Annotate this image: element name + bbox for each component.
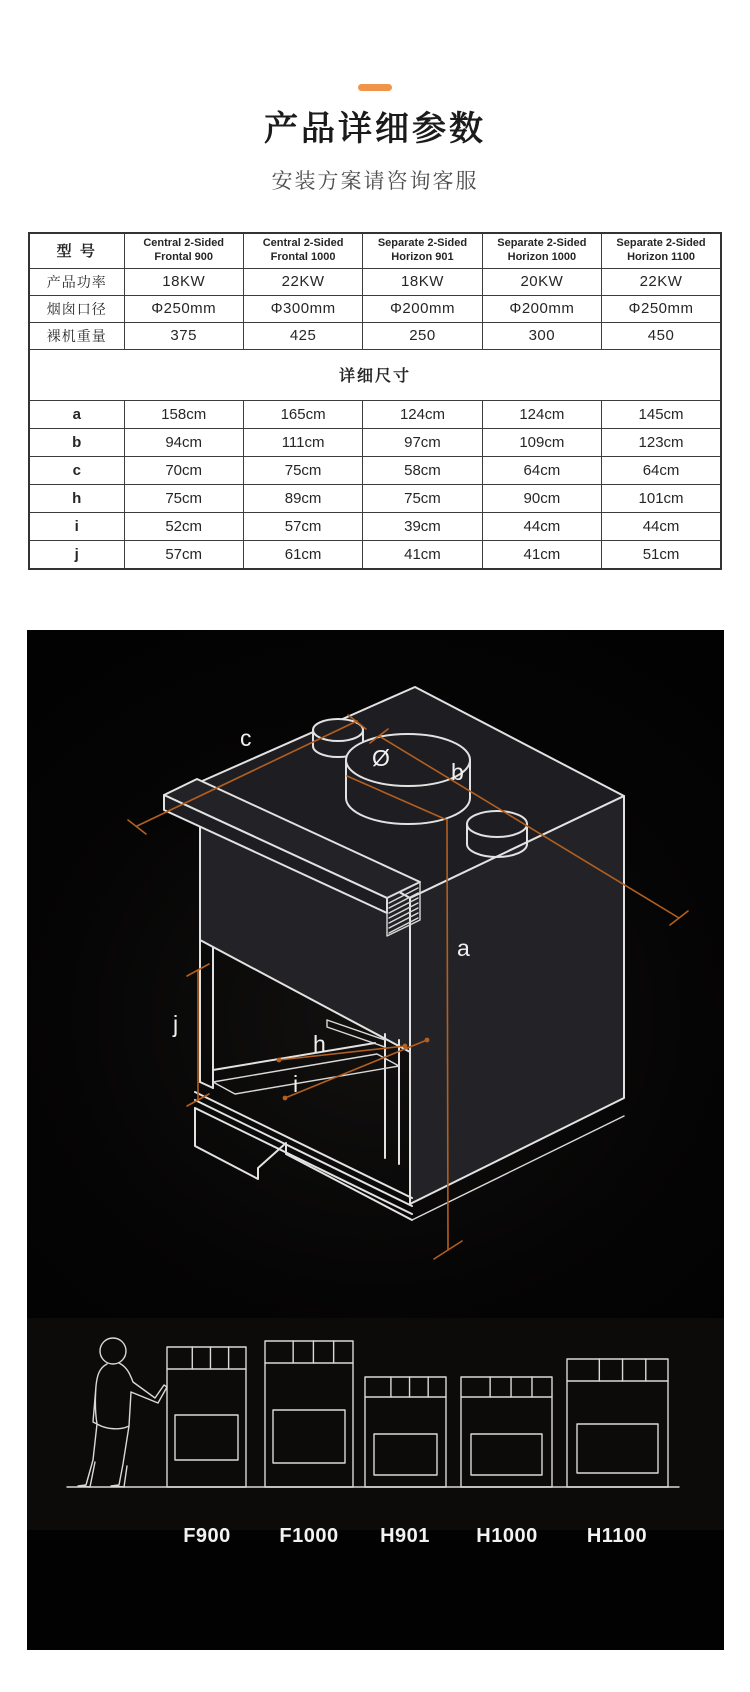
dim-row-b <box>29 428 721 456</box>
spec-row-0 <box>29 268 721 295</box>
size-comparison-lineup <box>67 1338 679 1487</box>
spec-value-0-4: 22KW <box>602 268 721 295</box>
model-name-line1: Central 2-Sided <box>143 237 225 250</box>
lineup-label-f900: F900 <box>183 1525 231 1547</box>
dimension-section-row <box>29 349 721 400</box>
spec-value-1-0: Φ250mm <box>124 295 243 322</box>
spec-table-wrap <box>28 232 722 570</box>
dim-value-j-4: 51cm <box>602 540 721 569</box>
dim-row-label: i <box>29 512 124 540</box>
spec-value-0-3: 20KW <box>482 268 601 295</box>
dim-value-b-1: 111cm <box>243 428 362 456</box>
spec-value-2-4: 450 <box>602 322 721 349</box>
dim-value-c-2: 58cm <box>363 456 482 484</box>
model-outline-f1000 <box>265 1341 353 1487</box>
dim-value-j-0: 57cm <box>124 540 243 569</box>
model-header-4 <box>602 233 721 269</box>
label-b: b <box>451 759 464 785</box>
lineup-label-h901: H901 <box>380 1525 430 1547</box>
dim-row-label: j <box>29 540 124 569</box>
spec-value-0-2: 18KW <box>363 268 482 295</box>
dim-value-b-3: 109cm <box>482 428 601 456</box>
dim-value-h-1: 89cm <box>243 484 362 512</box>
spec-value-2-0: 375 <box>124 322 243 349</box>
model-header-row <box>29 233 721 269</box>
dim-value-b-2: 97cm <box>363 428 482 456</box>
label-a: a <box>457 935 470 961</box>
dim-value-c-0: 70cm <box>124 456 243 484</box>
dim-value-h-3: 90cm <box>482 484 601 512</box>
accent-dash <box>358 84 392 91</box>
model-column-label: 型 号 <box>29 233 124 269</box>
dim-value-c-3: 64cm <box>482 456 601 484</box>
lineup-label-f1000: F1000 <box>279 1525 339 1547</box>
model-header-0 <box>124 233 243 269</box>
page-title: 产品详细参数 <box>264 110 486 148</box>
model-outline-h1100 <box>567 1359 668 1487</box>
model-outline-h1000 <box>461 1377 552 1487</box>
dim-row-label: h <box>29 484 124 512</box>
dim-value-a-4: 145cm <box>602 400 721 428</box>
dim-value-i-2: 39cm <box>363 512 482 540</box>
page-subtitle: 安装方案请咨询客服 <box>271 169 479 193</box>
dim-value-j-1: 61cm <box>243 540 362 569</box>
spec-value-2-1: 425 <box>243 322 362 349</box>
fireplace-diagram <box>27 630 724 1650</box>
spec-value-0-1: 22KW <box>243 268 362 295</box>
spec-value-1-2: Φ200mm <box>363 295 482 322</box>
dim-value-h-2: 75cm <box>363 484 482 512</box>
dim-value-h-0: 75cm <box>124 484 243 512</box>
dim-value-i-3: 44cm <box>482 512 601 540</box>
model-name-line1: Separate 2-Sided <box>616 237 706 250</box>
dim-value-a-1: 165cm <box>243 400 362 428</box>
spec-value-1-4: Φ250mm <box>602 295 721 322</box>
fireplace-isometric-drawing <box>164 687 624 1220</box>
label-i: i <box>293 1071 299 1097</box>
model-name-line2: Frontal 900 <box>154 250 214 263</box>
lineup-label-h1000: H1000 <box>476 1525 538 1547</box>
label-j: j <box>173 1011 179 1037</box>
spec-value-0-0: 18KW <box>124 268 243 295</box>
dim-row-label: c <box>29 456 124 484</box>
model-name-line2: Horizon 901 <box>391 250 454 263</box>
dimension-section-title: 详细尺寸 <box>29 349 721 400</box>
base-plinth <box>195 1092 412 1214</box>
dim-value-h-4: 101cm <box>602 484 721 512</box>
model-name-line1: Central 2-Sided <box>262 237 344 250</box>
spec-row-label: 产品功率 <box>29 268 124 295</box>
spec-row-2 <box>29 322 721 349</box>
spec-value-1-3: Φ200mm <box>482 295 601 322</box>
dim-value-c-4: 64cm <box>602 456 721 484</box>
dim-row-h <box>29 484 721 512</box>
dim-value-i-0: 52cm <box>124 512 243 540</box>
dim-row-c <box>29 456 721 484</box>
dim-value-a-2: 124cm <box>363 400 482 428</box>
label-h: h <box>313 1031 326 1057</box>
model-header-1 <box>243 233 362 269</box>
dim-row-a <box>29 400 721 428</box>
spec-value-2-2: 250 <box>363 322 482 349</box>
dim-row-i <box>29 512 721 540</box>
diagram-panel <box>27 630 724 1650</box>
model-outline-f900 <box>167 1347 246 1487</box>
label-diameter: Ø <box>372 745 390 771</box>
spec-row-label: 烟囱口径 <box>29 295 124 322</box>
dim-value-a-0: 158cm <box>124 400 243 428</box>
dim-value-j-3: 41cm <box>482 540 601 569</box>
dim-value-a-3: 124cm <box>482 400 601 428</box>
lineup-boxes <box>167 1341 668 1487</box>
model-outline-h901 <box>365 1377 446 1487</box>
lineup-label-h1100: H1100 <box>586 1525 648 1547</box>
model-header-3 <box>482 233 601 269</box>
model-name-line2: Horizon 1000 <box>507 250 577 263</box>
spec-table <box>28 232 722 570</box>
dim-row-label: a <box>29 400 124 428</box>
spec-value-2-3: 300 <box>482 322 601 349</box>
model-header-2 <box>363 233 482 269</box>
spec-value-1-1: Φ300mm <box>243 295 362 322</box>
page-header <box>0 0 750 195</box>
dim-row-j <box>29 540 721 569</box>
spec-row-label: 裸机重量 <box>29 322 124 349</box>
label-c: c <box>240 725 252 751</box>
model-name-line2: Frontal 1000 <box>270 250 336 263</box>
person-silhouette <box>78 1338 167 1487</box>
dim-value-j-2: 41cm <box>363 540 482 569</box>
dim-row-label: b <box>29 428 124 456</box>
model-name-line2: Horizon 1100 <box>627 250 695 263</box>
dim-value-c-1: 75cm <box>243 456 362 484</box>
dim-value-i-4: 44cm <box>602 512 721 540</box>
model-name-line1: Separate 2-Sided <box>497 237 587 250</box>
dim-value-b-4: 123cm <box>602 428 721 456</box>
spec-row-1 <box>29 295 721 322</box>
dim-value-b-0: 94cm <box>124 428 243 456</box>
dim-value-i-1: 57cm <box>243 512 362 540</box>
model-name-line1: Separate 2-Sided <box>377 237 468 250</box>
